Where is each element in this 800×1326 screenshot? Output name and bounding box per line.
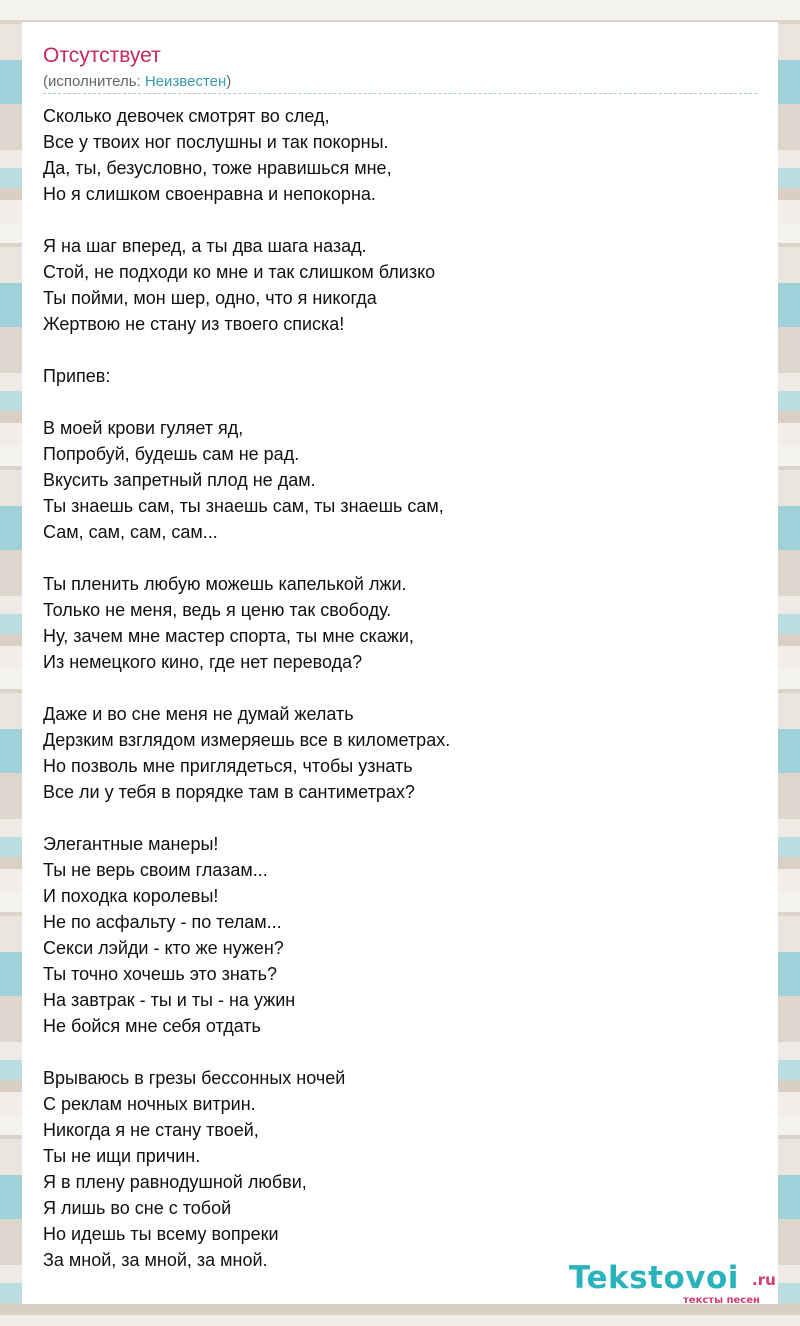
lyrics-line: Да, ты, безусловно, тоже нравишься мне, xyxy=(43,158,392,178)
lyrics-line: Ты точно хочешь это знать? xyxy=(43,964,278,984)
lyrics-stanza xyxy=(43,571,757,675)
lyrics-line: С реклам ночных витрин. xyxy=(43,1094,256,1114)
lyrics-line: Попробуй, будешь сам не рад. xyxy=(43,444,300,464)
lyrics-line: Вкусить запретный плод не дам. xyxy=(43,470,316,490)
lyrics-line: Даже и во сне меня не думай желать xyxy=(43,704,354,724)
lyrics-line: На завтрак - ты и ты - на ужин xyxy=(43,990,296,1010)
lyrics-line: Ты пленить любую можешь капелькой лжи. xyxy=(43,574,407,594)
lyrics-line: Но идешь ты всему вопреки xyxy=(43,1224,279,1244)
lyrics-line: Припев: xyxy=(43,366,111,386)
lyrics-line: И походка королевы! xyxy=(43,886,219,906)
lyrics-line: Никогда я не стану твоей, xyxy=(43,1120,259,1140)
logo-domain: .ru xyxy=(752,1271,776,1289)
lyrics-line: Ты не ищи причин. xyxy=(43,1146,201,1166)
lyrics-line: Жертвою не стану из твоего списка! xyxy=(43,314,345,334)
lyrics-stanza xyxy=(43,415,757,545)
lyrics-line: Ты знаешь сам, ты знаешь сам, ты знаешь сам, xyxy=(43,496,444,516)
divider xyxy=(43,93,757,94)
lyrics-stanza xyxy=(43,103,757,207)
lyrics-line: Я в плену равнодушной любви, xyxy=(43,1172,307,1192)
lyrics-line: В моей крови гуляет яд, xyxy=(43,418,244,438)
lyrics-line: Все у твоих ног послушны и так покорны. xyxy=(43,132,389,152)
lyrics-line: Но позволь мне приглядеться, чтобы узнать xyxy=(43,756,413,776)
lyrics-line: За мной, за мной, за мной. xyxy=(43,1250,268,1270)
lyrics-text xyxy=(43,103,757,1273)
site-logo[interactable] xyxy=(569,1258,784,1308)
lyrics-line: Ну, зачем мне мастер спорта, ты мне скажи, xyxy=(43,626,414,646)
logo-subtitle: тексты песен xyxy=(683,1295,760,1306)
lyrics-line: Врываюсь в грезы бессонных ночей xyxy=(43,1068,346,1088)
lyrics-line: Сам, сам, сам, сам... xyxy=(43,522,218,542)
lyrics-line: Не по асфальту - по телам... xyxy=(43,912,282,932)
artist-label: (исполнитель: xyxy=(43,73,145,90)
lyrics-card xyxy=(22,22,778,1304)
lyrics-stanza xyxy=(43,363,757,389)
lyrics-line: Ты пойми, мон шер, одно, что я никогда xyxy=(43,288,377,308)
lyrics-line: Не бойся мне себя отдать xyxy=(43,1016,261,1036)
lyrics-line: Стой, не подходи ко мне и так слишком близко xyxy=(43,262,436,282)
lyrics-line: Дерзким взглядом измеряешь все в километрах. xyxy=(43,730,451,750)
lyrics-stanza xyxy=(43,1065,757,1273)
lyrics-line: Элегантные манеры! xyxy=(43,834,219,854)
artist-line xyxy=(43,72,231,92)
lyrics-stanza xyxy=(43,701,757,805)
lyrics-line: Из немецкого кино, где нет перевода? xyxy=(43,652,363,672)
artist-suffix: ) xyxy=(226,73,232,90)
lyrics-line: Только не меня, ведь я ценю так свободу. xyxy=(43,600,392,620)
artist-link[interactable]: Неизвестен xyxy=(144,73,227,90)
lyrics-line: Секси лэйди - кто же нужен? xyxy=(43,938,284,958)
lyrics-stanza xyxy=(43,233,757,337)
lyrics-line: Ты не верь своим глазам... xyxy=(43,860,268,880)
song-title: Отсутствует xyxy=(43,44,161,67)
lyrics-stanza xyxy=(43,831,757,1039)
lyrics-line: Все ли у тебя в порядке там в сантиметрах? xyxy=(43,782,415,802)
lyrics-line: Я лишь во сне с тобой xyxy=(43,1198,232,1218)
lyrics-line: Но я слишком своенравна и непокорна. xyxy=(43,184,376,204)
lyrics-line: Сколько девочек смотрят во след, xyxy=(43,106,330,126)
logo-wordmark: Tekstovoi xyxy=(569,1260,739,1296)
lyrics-line: Я на шаг вперед, а ты два шага назад. xyxy=(43,236,367,256)
